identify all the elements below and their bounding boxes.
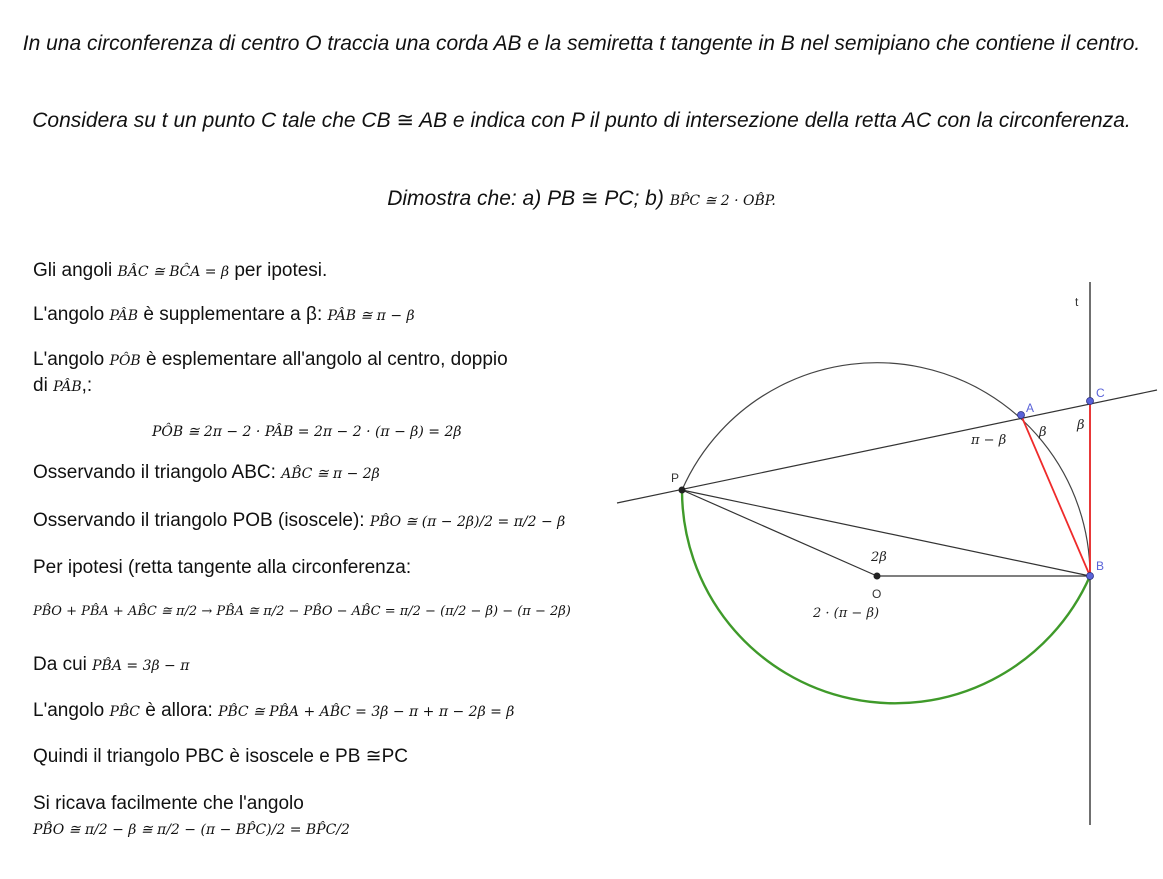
proof-line-11 [33,699,514,724]
proof-4-after: ,: [81,375,93,396]
proof-line-12 [33,745,408,769]
proof-3-math: PÔB [109,353,141,369]
proof-11-text: L'angolo [33,700,105,721]
proof-2-math2: PÂB ≅ π − β [327,308,415,324]
point-c [1087,398,1094,405]
point-o [874,573,881,580]
proof-line-14 [33,817,350,842]
proof-12-text: Quindi il triangolo PBC è isoscele e PB ≅PC [33,746,408,767]
proof-6-text: Osservando il triangolo ABC: [33,462,276,483]
proof-14-math: PB̂O ≅ π/2 − β ≅ π/2 − (π − BP̂C)/2 = BP̂C/2 [33,822,350,838]
label-c: C [1096,386,1105,400]
proof-7-math: PB̂O ≅ (π − 2β)/2 = π/2 − β [369,514,566,530]
circle-major-arc [682,490,1090,703]
proof-line-9 [33,598,571,624]
label-pi-minus-beta: π − β [971,433,1007,448]
label-beta-a: β [1039,425,1047,440]
proof-6-math: AB̂C ≅ π − 2β [281,466,380,482]
circle-minor-arc [682,363,1090,576]
label-b: B [1096,559,1105,573]
proof-line-5 [152,419,461,444]
proof-11-after: è allora: [145,700,213,721]
chord-ab [1021,415,1090,576]
point-p [679,487,686,494]
proof-line-7 [33,509,565,534]
problem-statement-3-text: Dimostra che: a) PB ≅ PC; b) [387,187,664,210]
proof-2-math: PÂB [109,308,139,324]
proof-line-2 [33,303,415,328]
label-p: P [671,471,680,485]
proof-line-4 [33,374,92,399]
proof-11-math: PB̂C [109,704,140,720]
label-t: t [1075,295,1079,309]
proof-line-8 [33,556,411,580]
proof-4-math: PÂB [53,379,82,395]
proof-line-1 [33,259,327,284]
proof-8-text: Per ipotesi (retta tangente alla circonferenza: [33,557,412,578]
proof-line-3 [33,348,508,373]
proof-1-math: BÂC ≅ BĈA = β [117,264,230,280]
proof-13-text: Si ricava facilmente che l'angolo [33,793,304,814]
label-two-pi-minus-beta: 2 · (π − β) [813,606,880,621]
label-a: A [1026,401,1035,415]
proof-5-math: PÔB ≅ 2π − 2 · PÂB = 2π − 2 · (π − β) = 2β [152,424,462,440]
proof-10-math: PB̂A = 3β − π [92,658,190,674]
proof-1-after: per ipotesi. [234,260,328,281]
label-o: O [872,587,882,601]
geometry-figure [605,270,1160,830]
proof-2-after: è supplementare a β: [143,304,323,325]
problem-statement-3 [20,185,1143,215]
label-beta-c: β [1077,418,1085,433]
point-b [1087,573,1094,580]
problem-statement-2: Considera su t un punto C tale che CB ≅ AB e indica con P il punto di intersezione della retta AC con la circonferenza. [32,109,1131,132]
proof-3-text: L'angolo [33,349,105,370]
segment-po [682,490,877,576]
problem-statement-1: In una circonferenza di centro O traccia una corda AB e la semiretta t tangente in B nel semipiano che contiene il centro. [22,32,1141,55]
proof-9-math: PB̂O + PB̂A + AB̂C ≅ π/2 → PB̂A ≅ π/2 − PB̂O − AB̂C = π/2 − (π/2 − β) − (π − 2β) [33,604,571,619]
line-pc [617,390,1157,503]
proof-line-13 [33,792,304,816]
proof-line-10 [33,653,189,678]
point-a [1018,412,1025,419]
proof-7-text: Osservando il triangolo POB (isoscele): [33,510,365,531]
proof-2-text: L'angolo [33,304,105,325]
proof-line-6 [33,461,380,486]
proof-3-after: è esplementare all'angolo al centro, doppio [146,349,508,370]
proof-10-text: Da cui [33,654,87,675]
proof-1-text: Gli angoli [33,260,113,281]
problem-statement-3-math: BP̂C ≅ 2 · OB̂P. [669,193,776,209]
proof-4-text: di [33,375,48,396]
label-two-beta: 2β [871,550,887,565]
proof-11-math2: PB̂C ≅ PB̂A + AB̂C = 3β − π + π − 2β = β [218,704,515,720]
